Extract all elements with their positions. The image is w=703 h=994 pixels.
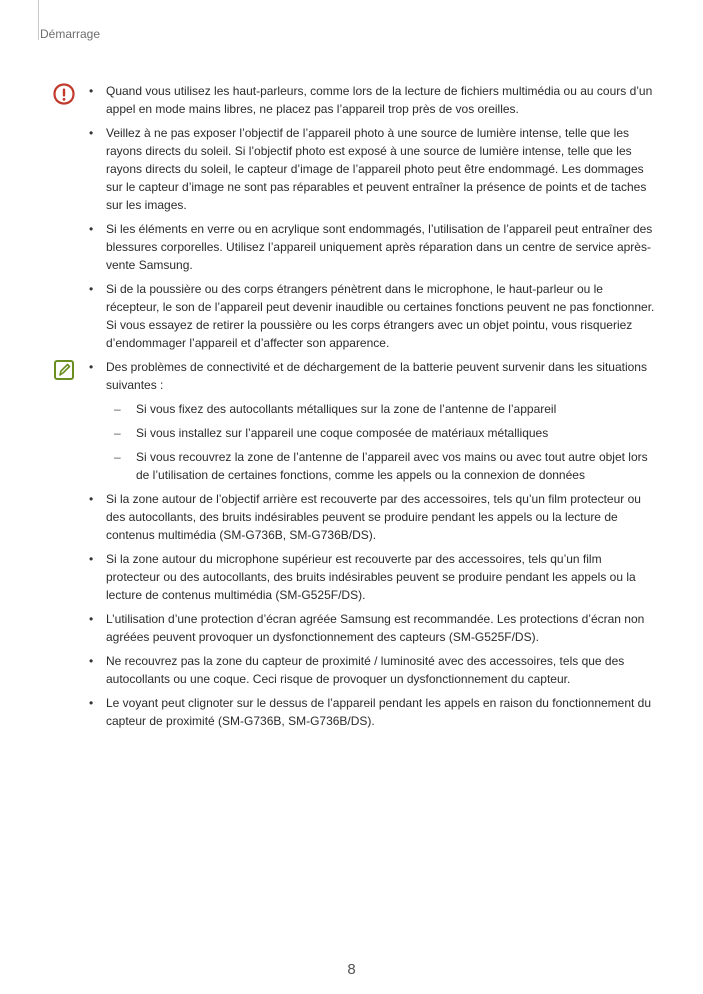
note-item: • Le voyant peut clignoter sur le dessus de l’appareil pendant les appels en raison du fonctionnement du capteur de proximité (SM-G736B, SM-G736B/DS). — [88, 694, 656, 730]
margin-rule — [38, 0, 39, 40]
caution-item: • Si de la poussière ou des corps étrangers pénètrent dans le microphone, le haut-parleur ou le récepteur, le son de l’appareil peut devenir inaudible ou certaines fonctions peuvent ne pas fonctionner. Si vous essayez de retirer la poussière ou les corps étrangers avec un objet pointu, vous risqueriez d’endommager l’appareil et d’affecter son apparence. — [88, 280, 656, 352]
note-subitem: – Si vous installez sur l’appareil une coque composée de matériaux métalliques — [136, 424, 656, 442]
note-item: • Si la zone autour du microphone supérieur est recouverte par des accessoires, tels qu’un film protecteur ou des autocollants, des bruits indésirables peuvent se produire pendant les appels ou la lecture de contenus multimédia (SM-G525F/DS). — [88, 550, 656, 604]
caution-item: • Quand vous utilisez les haut-parleurs, comme lors de la lecture de fichiers multimédia ou au cours d’un appel en mode mains libres, ne placez pas l’appareil trop près de vos oreilles. — [88, 82, 656, 118]
caution-item: • Si les éléments en verre ou en acrylique sont endommagés, l’utilisation de l’appareil peut entraîner des blessures corporelles. Utilisez l’appareil uniquement après réparation dans un centre de service après-vente Samsung. — [88, 220, 656, 274]
note-intro: Des problèmes de connectivité et de déchargement de la batterie peuvent survenir dans les situations suivantes : — [106, 360, 647, 392]
caution-block — [52, 82, 656, 358]
note-block — [52, 358, 656, 736]
section-title: Démarrage — [40, 27, 101, 41]
note-icon — [52, 358, 76, 382]
note-subitem: – Si vous fixez des autocollants métalliques sur la zone de l’antenne de l’appareil — [136, 400, 656, 418]
note-item: • Si la zone autour de l’objectif arrière est recouverte par des accessoires, tels qu’un film protecteur ou des autocollants, des bruits indésirables peuvent se produire pendant les appels ou la lecture de contenus multimédia (SM-G736B, SM-G736B/DS). — [88, 490, 656, 544]
note-item: • L’utilisation d’une protection d’écran agréée Samsung est recommandée. Les protections d’écran non agréées peuvent provoquer un dysfonctionnement des capteurs (SM-G525F/DS). — [88, 610, 656, 646]
caution-icon — [52, 82, 76, 106]
caution-item: • Veillez à ne pas exposer l’objectif de l’appareil photo à une source de lumière intense, telle que les rayons directs du soleil. Si l’objectif photo est exposé à une source de lumière intense, telle que les rayons directs du soleil, le capteur d’image de l’appareil photo peut être endommagé. Les dommages sur le capteur d’image ne sont pas réparables et peuvent entraîner la présence de points et de taches sur les images. — [88, 124, 656, 214]
note-subitem: – Si vous recouvrez la zone de l’antenne de l’appareil avec vos mains ou avec tout autre objet lors de l’utilisation de certaines fonctions, comme les appels ou la connexion de données — [136, 448, 656, 484]
note-item: • Ne recouvrez pas la zone du capteur de proximité / luminosité avec des accessoires, tels que des autocollants ou une coque. Ceci risque de provoquer un dysfonctionnement du capteur. — [88, 652, 656, 688]
note-item — [88, 358, 656, 484]
page-number: 8 — [347, 961, 356, 978]
